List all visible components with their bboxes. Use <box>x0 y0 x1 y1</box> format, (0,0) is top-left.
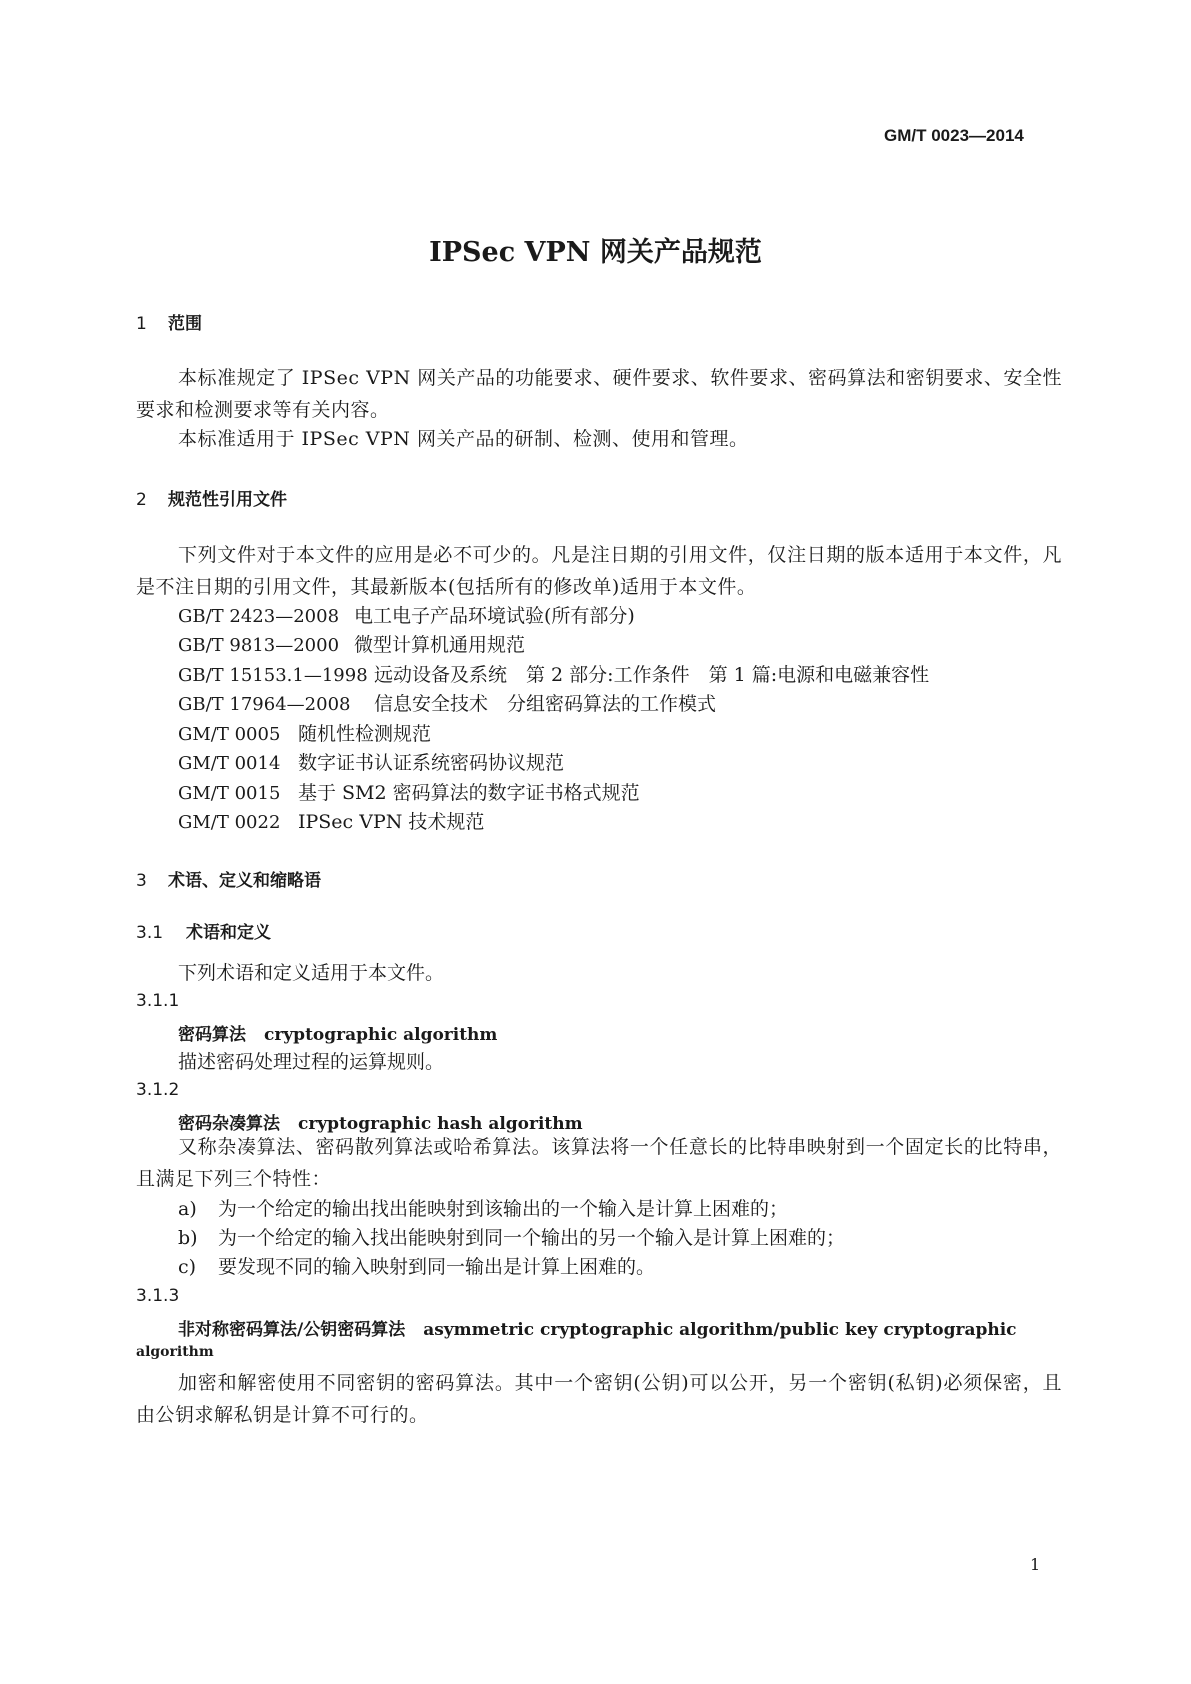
page-title: IPSec VPN 网关产品规范 <box>429 237 762 268</box>
reference-code: GM/T 0014 <box>178 753 281 774</box>
list-item-label: b) <box>178 1227 198 1249</box>
section-title: 术语、定义和缩略语 <box>168 871 321 891</box>
term-title <box>178 1315 1017 1340</box>
subsection-3-1-intro: 下列术语和定义适用于本文件。 <box>178 962 445 984</box>
reference-title: 远动设备及系统 第 2 部分:工作条件 第 1 篇:电源和电磁兼容性 <box>374 664 930 686</box>
reference-code: GM/T 0022 <box>178 812 281 833</box>
reference-code: GM/T 0005 <box>178 724 281 745</box>
subsection-number: 3.1 <box>136 923 164 943</box>
reference-title: IPSec VPN 技术规范 <box>298 811 485 833</box>
term-zh: 密码算法 <box>178 1025 246 1045</box>
list-item-label: a) <box>178 1198 197 1220</box>
section-2-heading <box>136 485 287 510</box>
reference-title: 数字证书认证系统密码协议规范 <box>298 752 565 774</box>
term-title <box>178 1020 497 1045</box>
list-item-text: 要发现不同的输入映射到同一输出是计算上困难的。 <box>218 1256 656 1278</box>
term-en: cryptographic hash algorithm <box>298 1114 583 1134</box>
reference-item <box>178 660 929 687</box>
reference-code: GB/T 2423—2008 <box>178 606 340 627</box>
term-zh: 非对称密码算法/公钥密码算法 <box>178 1320 406 1340</box>
section-number: 3 <box>136 871 147 891</box>
list-item-text: 为一个给定的输出找出能映射到该输出的一个输入是计算上困难的； <box>218 1198 789 1220</box>
section-3-heading <box>136 866 321 891</box>
subsection-3-1-heading <box>136 918 271 943</box>
list-item <box>178 1194 788 1221</box>
section-1-heading <box>136 309 202 334</box>
section-2-intro: 下列文件对于本文件的应用是必不可少的。凡是注日期的引用文件，仅注日期的版本适用于本文件，凡是不注日期的引用文件，其最新版本(包括所有的修改单)适用于本文件。 <box>136 544 1062 598</box>
term-zh: 密码杂凑算法 <box>178 1114 280 1134</box>
section-title: 范围 <box>168 314 202 334</box>
reference-title: 基于 SM2 密码算法的数字证书格式规范 <box>298 782 640 804</box>
reference-title: 信息安全技术 分组密码算法的工作模式 <box>374 693 717 715</box>
reference-item <box>178 601 635 628</box>
list-item <box>178 1252 655 1279</box>
term-definition: 又称杂凑算法、密码散列算法或哈希算法。该算法将一个任意长的比特串映射到一个固定长的比特串，且满足下列三个特性： <box>136 1136 1062 1190</box>
reference-item <box>178 807 484 834</box>
reference-code: GB/T 17964—2008 <box>178 694 351 715</box>
term-number: 3.1.3 <box>136 1286 180 1306</box>
section-number: 2 <box>136 490 147 510</box>
term-en: cryptographic algorithm <box>264 1025 498 1045</box>
list-item <box>178 1223 845 1250</box>
document-code: GM/T 0023—2014 <box>884 126 1024 145</box>
section-title: 规范性引用文件 <box>168 490 287 510</box>
reference-item <box>178 748 564 775</box>
reference-item <box>178 689 716 716</box>
page-number: 1 <box>1030 1555 1041 1574</box>
section-1-paragraph-1: 本标准规定了 IPSec VPN 网关产品的功能要求、硬件要求、软件要求、密码算法和密钥要求、安全性要求和检测要求等有关内容。 <box>136 367 1062 421</box>
term-en: asymmetric cryptographic algorithm/public key cryptographic <box>423 1320 1017 1340</box>
reference-title: 随机性检测规范 <box>298 723 432 745</box>
term-definition: 描述密码处理过程的运算规则。 <box>178 1051 445 1073</box>
term-number: 3.1.1 <box>136 991 180 1011</box>
subsection-title: 术语和定义 <box>186 923 271 943</box>
reference-title: 电工电子产品环境试验(所有部分) <box>354 605 635 627</box>
list-item-label: c) <box>178 1256 197 1278</box>
term-definition: 加密和解密使用不同密钥的密码算法。其中一个密钥(公钥)可以公开，另一个密钥(私钥)必须保密，且由公钥求解私钥是计算不可行的。 <box>136 1372 1062 1426</box>
section-1-paragraph-2: 本标准适用于 IPSec VPN 网关产品的研制、检测、使用和管理。 <box>178 428 749 450</box>
reference-item <box>178 719 431 746</box>
reference-item <box>178 778 640 805</box>
term-en-continuation: algorithm <box>136 1344 214 1360</box>
reference-title: 微型计算机通用规范 <box>354 634 526 656</box>
term-number: 3.1.2 <box>136 1080 180 1100</box>
reference-code: GM/T 0015 <box>178 783 281 804</box>
list-item-text: 为一个给定的输入找出能映射到同一个输出的另一个输入是计算上困难的； <box>218 1227 846 1249</box>
reference-code: GB/T 15153.1—1998 <box>178 665 368 686</box>
reference-code: GB/T 9813—2000 <box>178 635 340 656</box>
reference-item <box>178 630 525 657</box>
section-number: 1 <box>136 314 147 334</box>
